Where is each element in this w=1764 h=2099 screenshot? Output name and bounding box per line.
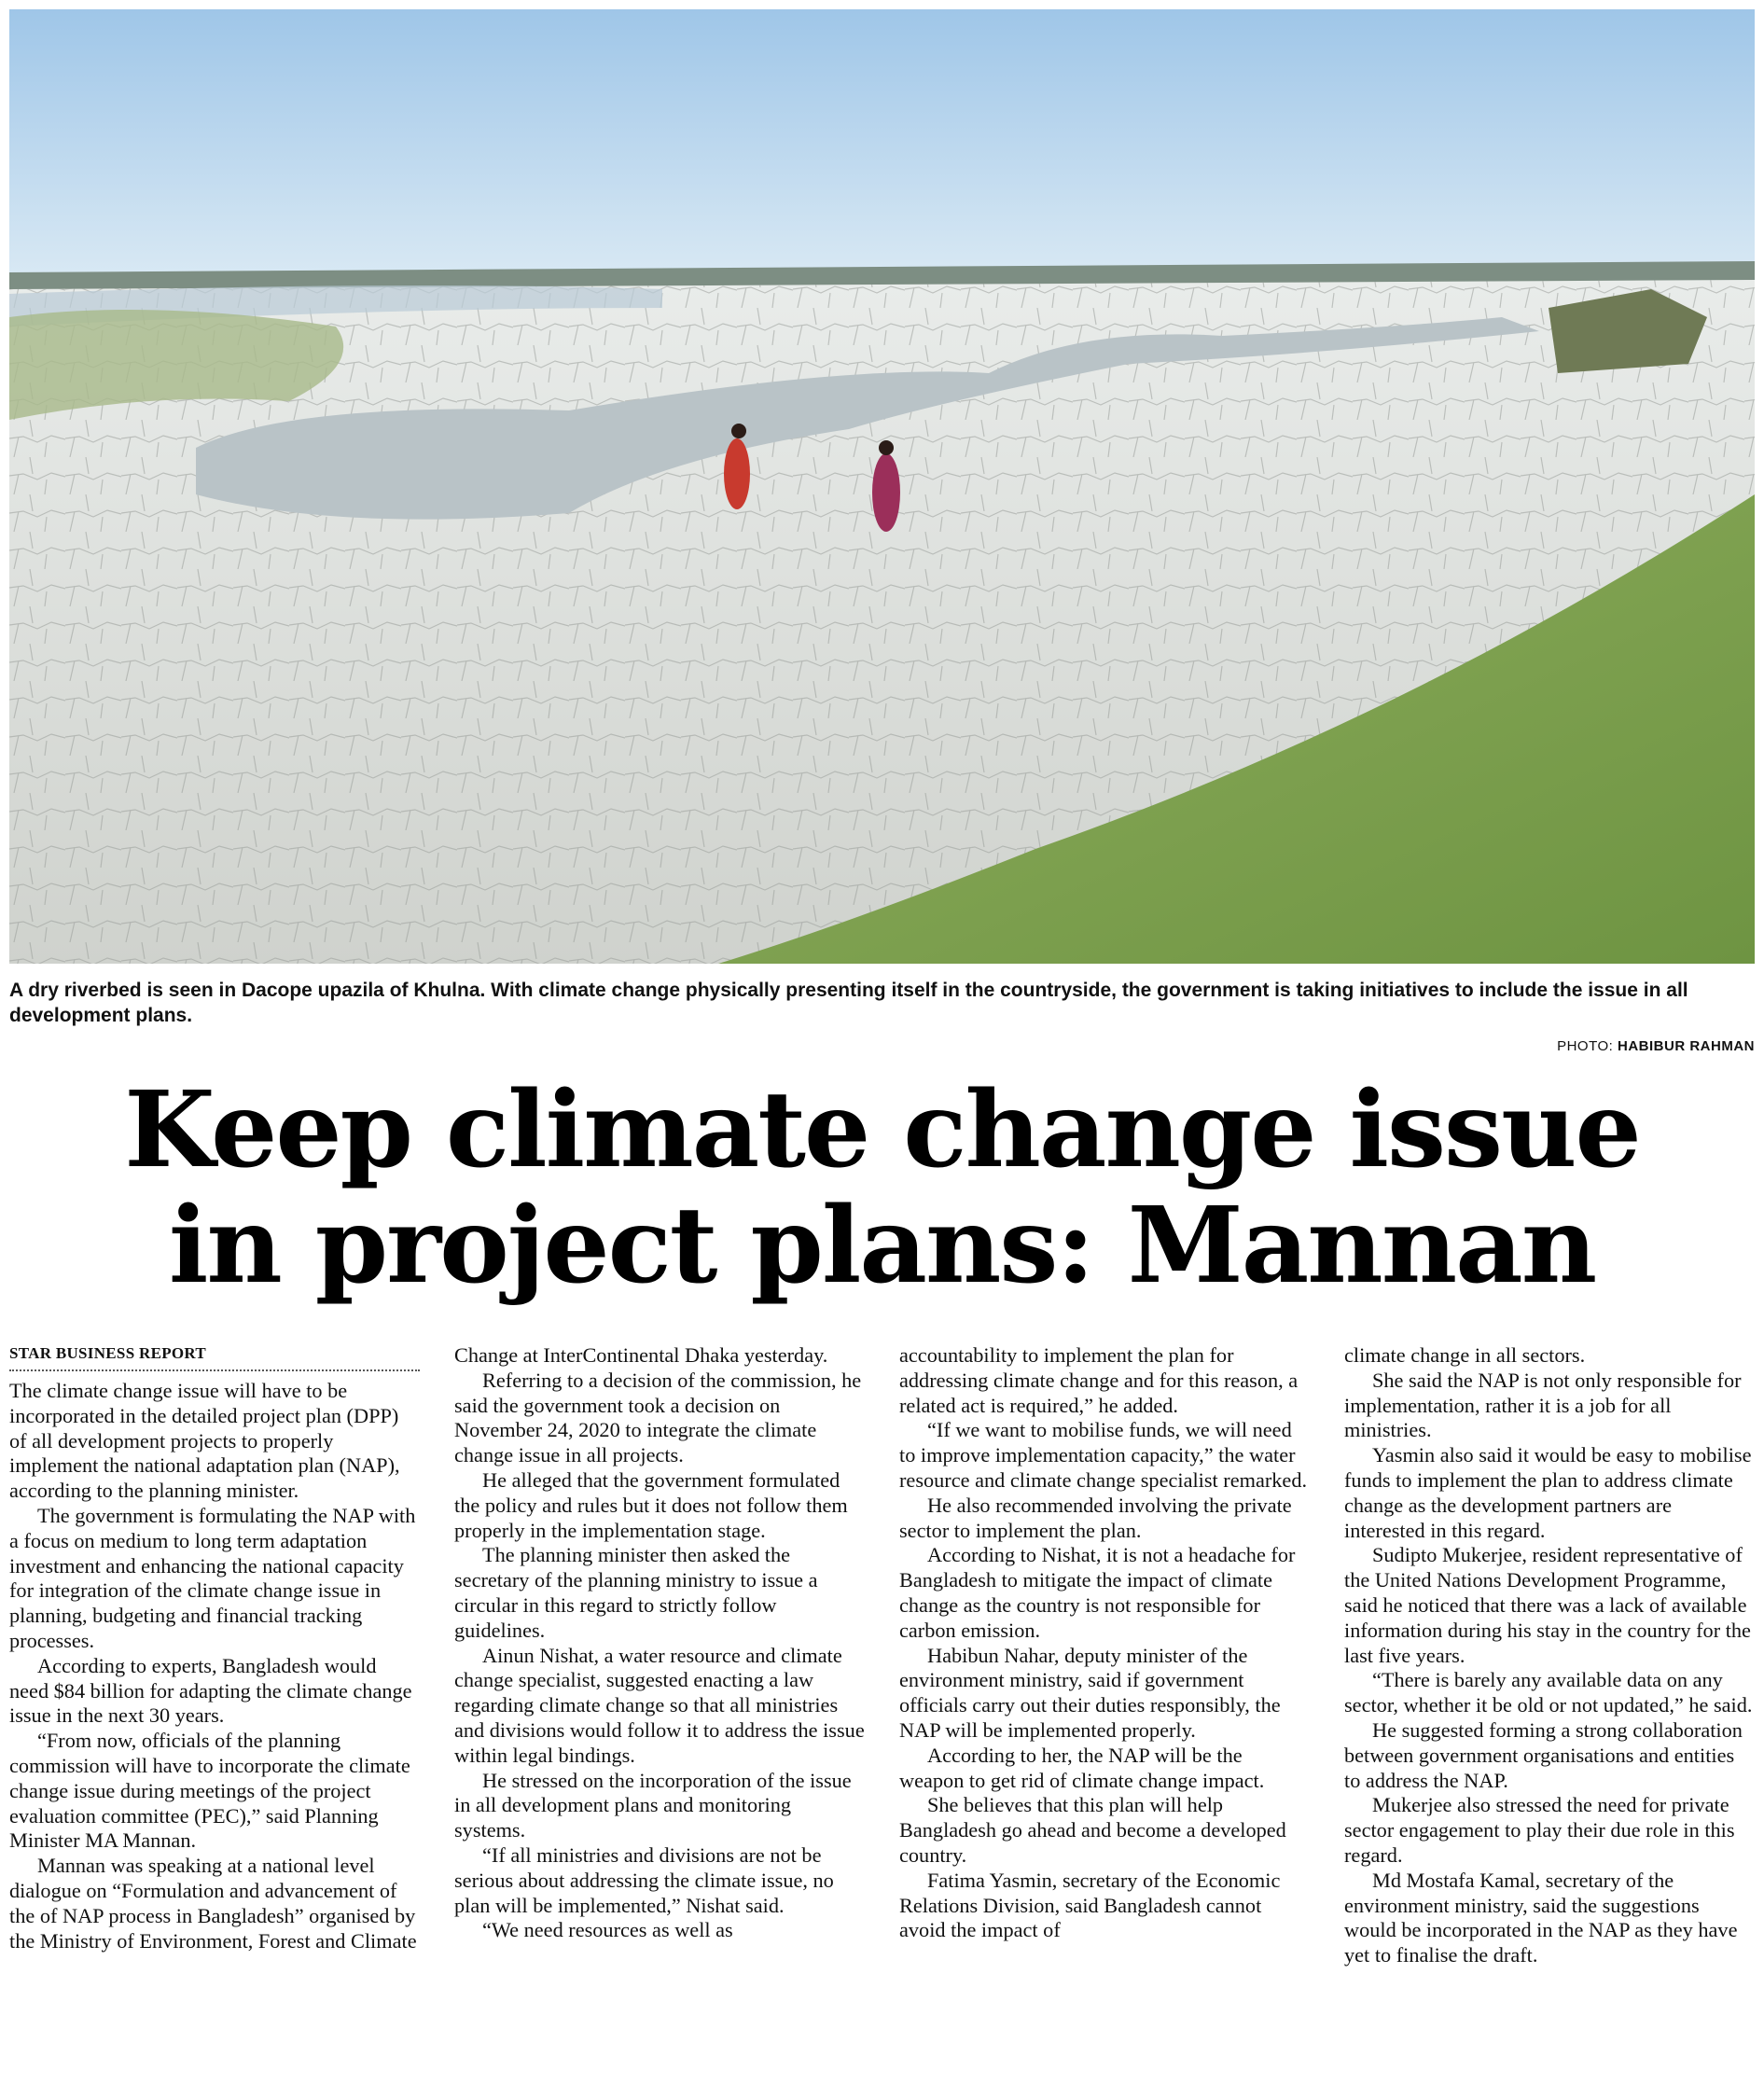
paragraph: Ainun Nishat, a water resource and climate change specialist, suggested enacting a law regarding climate change so that all ministries and divisions would follow it to address the issue within legal bindings. xyxy=(454,1643,865,1767)
article-column-3 xyxy=(899,1343,1310,1943)
paragraph: “We need resources as well as xyxy=(482,1918,733,1942)
paragraph: climate change in all sectors. xyxy=(1344,1343,1586,1367)
article-column-1 xyxy=(9,1343,420,1953)
paragraph: Mukerjee also stressed the need for private sector engagement to play their due role in this regard. xyxy=(1344,1793,1735,1867)
photo-caption: A dry riverbed is seen in Dacope upazila of Khulna. With climate change physically presenting itself in the countryside, the government is taking initiatives to include the issue in all development plans. xyxy=(9,980,1688,1026)
paragraph: “If we want to mobilise funds, we will need to improve implementation capacity,” the water resource and climate change specialist remarked. xyxy=(899,1418,1308,1492)
headline xyxy=(9,1069,1755,1307)
paragraph: Change at InterContinental Dhaka yesterday. xyxy=(454,1343,828,1367)
paragraph: According to Nishat, it is not a headache for Bangladesh to mitigate the impact of climate change as the country is not responsible for carbon emission. xyxy=(899,1543,1296,1642)
paragraph: She believes that this plan will help Bangladesh go ahead and become a developed country. xyxy=(899,1793,1286,1867)
paragraph: Md Mostafa Kamal, secretary of the environment ministry, said the suggestions would be incorporated in the NAP as they have yet to finalise the draft. xyxy=(1344,1868,1738,1967)
paragraph: “If all ministries and divisions are not be serious about addressing the climate issue, no plan will be implemented,” Nishat said. xyxy=(454,1842,834,1917)
paragraph: Yasmin also said it would be easy to mobilise funds to implement the plan to address climate change as the development partners are interested in this regard. xyxy=(1344,1443,1752,1542)
photo-credit-label: PHOTO: xyxy=(1557,1038,1614,1054)
paragraph: “There is barely any available data on any sector, whether it be old or not updated,” he said. xyxy=(1344,1668,1753,1717)
paragraph: The government is formulating the NAP with a focus on medium to long term adaptation investment and enhancing the national capacity for integration of the climate change issue in planning, budgeting and financial tracking processes. xyxy=(9,1503,416,1652)
paragraph: The climate change issue will have to be incorporated in the detailed project plan (DPP) of all development projects to properly implement the national adaptation plan (NAP), according to the planning minister. xyxy=(9,1379,400,1503)
paragraph: According to experts, Bangladesh would need $84 billion for adapting the climate change issue in the next 30 years. xyxy=(9,1653,412,1728)
dry-riverbed-photo xyxy=(9,9,1755,964)
headline-line-2: in project plans: Mannan xyxy=(168,1185,1596,1307)
paragraph: Referring to a decision of the commission, he said the government took a decision on November 24, 2020 to integrate the climate change issue in all projects. xyxy=(454,1368,862,1467)
paragraph: He alleged that the government formulated the policy and rules but it does not follow them properly in the implementation stage. xyxy=(454,1467,848,1542)
paragraph: He stressed on the incorporation of the issue in all development plans and monitoring systems. xyxy=(454,1768,852,1842)
paragraph: He also recommended involving the private sector to implement the plan. xyxy=(899,1493,1292,1542)
paragraph: Fatima Yasmin, secretary of the Economic Relations Division, said Bangladesh cannot avoid the impact of xyxy=(899,1868,1281,1942)
paragraph: She said the NAP is not only responsible for implementation, rather it is a job for all ministries. xyxy=(1344,1368,1742,1442)
paragraph: The planning minister then asked the secretary of the planning ministry to issue a circular in this regard to strictly follow guidelines. xyxy=(454,1543,818,1642)
paragraph: “From now, officials of the planning commission will have to incorporate the climate change issue during meetings of the project evaluation committee (PEC),” said Planning Minister MA Mannan. xyxy=(9,1729,410,1853)
headline-line-1: Keep climate change issue xyxy=(124,1069,1640,1191)
photo-credit xyxy=(1557,1038,1755,1054)
article-column-4 xyxy=(1344,1343,1755,1968)
paragraph: accountability to implement the plan for addressing climate change and for this reason, a related act is required,” he added. xyxy=(899,1343,1299,1417)
paragraph: Habibun Nahar, deputy minister of the environment ministry, said if government officials carry out their duties responsibly, the NAP will be implemented properly. xyxy=(899,1643,1281,1742)
paragraph: He suggested forming a strong collaboration between government organisations and entities to address the NAP. xyxy=(1344,1717,1743,1792)
paragraph: Mannan was speaking at a national level dialogue on “Formulation and advancement of the of NAP process in Bangladesh” organised by the Ministry of Environment, Forest and Climate xyxy=(9,1854,417,1953)
paragraph: According to her, the NAP will be the weapon to get rid of climate change impact. xyxy=(899,1743,1265,1792)
article-column-2 xyxy=(454,1343,865,1943)
byline: STAR BUSINESS REPORT xyxy=(9,1343,420,1371)
photo-credit-name: HABIBUR RAHMAN xyxy=(1618,1038,1755,1054)
paragraph: Sudipto Mukerjee, resident representative of the United Nations Development Programme, said he noticed that there was a lack of available information during his stay in the country for the last five years. xyxy=(1344,1543,1751,1667)
